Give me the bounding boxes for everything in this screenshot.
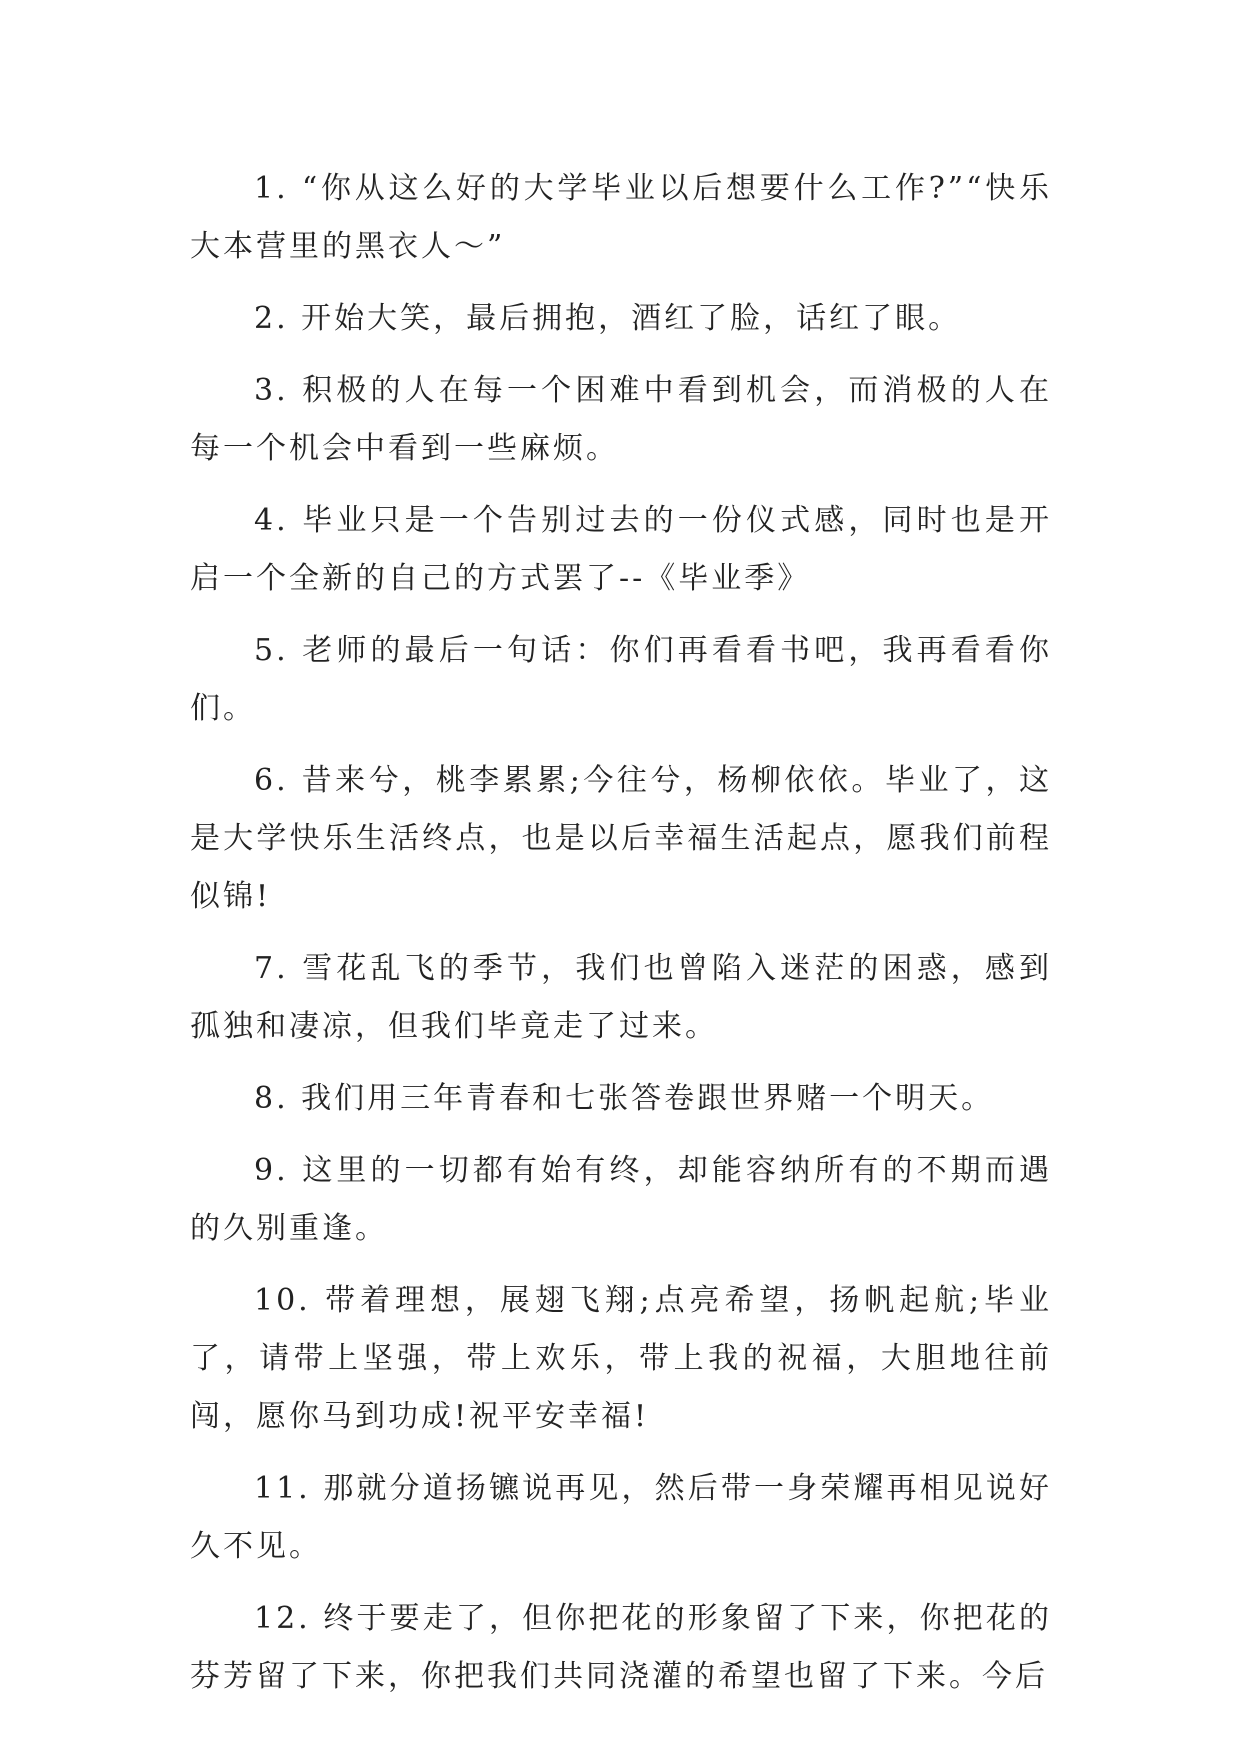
paragraph-12: 12. 终于要走了，但你把花的形象留了下来，你把花的芬芳留了下来，你把我们共同浇灌的希望也留了下来。今后 bbox=[190, 1601, 1052, 1694]
paragraph-9: 9. 这里的一切都有始有终，却能容纳所有的不期而遇的久别重逢。 bbox=[190, 1153, 1052, 1246]
document-body bbox=[190, 160, 1052, 1720]
paragraph-1: 1. “你从这么好的大学毕业以后想要什么工作?”“快乐大本营里的黑衣人～” bbox=[190, 171, 1052, 264]
paragraph-2: 2. 开始大笑，最后拥抱，酒红了脸，话红了眼。 bbox=[254, 301, 962, 336]
paragraph-10: 10. 带着理想，展翅飞翔;点亮希望，扬帆起航;毕业了，请带上坚强，带上欢乐，带上我的祝福，大胆地往前闯，愿你马到功成!祝平安幸福! bbox=[190, 1283, 1052, 1434]
paragraph-11: 11. 那就分道扬镳说再见，然后带一身荣耀再相见说好久不见。 bbox=[190, 1471, 1052, 1564]
paragraph-4: 4. 毕业只是一个告别过去的一份仪式感，同时也是开启一个全新的自己的方式罢了--《毕业季》 bbox=[190, 503, 1052, 596]
paragraph-5: 5. 老师的最后一句话：你们再看看书吧，我再看看你们。 bbox=[190, 633, 1052, 726]
paragraph-7: 7. 雪花乱飞的季节，我们也曾陷入迷茫的困惑，感到孤独和凄凉，但我们毕竟走了过来。 bbox=[190, 951, 1052, 1044]
paragraph-8: 8. 我们用三年青春和七张答卷跟世界赌一个明天。 bbox=[254, 1081, 995, 1116]
paragraph-3: 3. 积极的人在每一个困难中看到机会，而消极的人在每一个机会中看到一些麻烦。 bbox=[190, 373, 1052, 466]
paragraph-6: 6. 昔来兮，桃李累累;今往兮，杨柳依依。毕业了，这是大学快乐生活终点，也是以后幸福生活起点，愿我们前程似锦! bbox=[190, 763, 1052, 914]
